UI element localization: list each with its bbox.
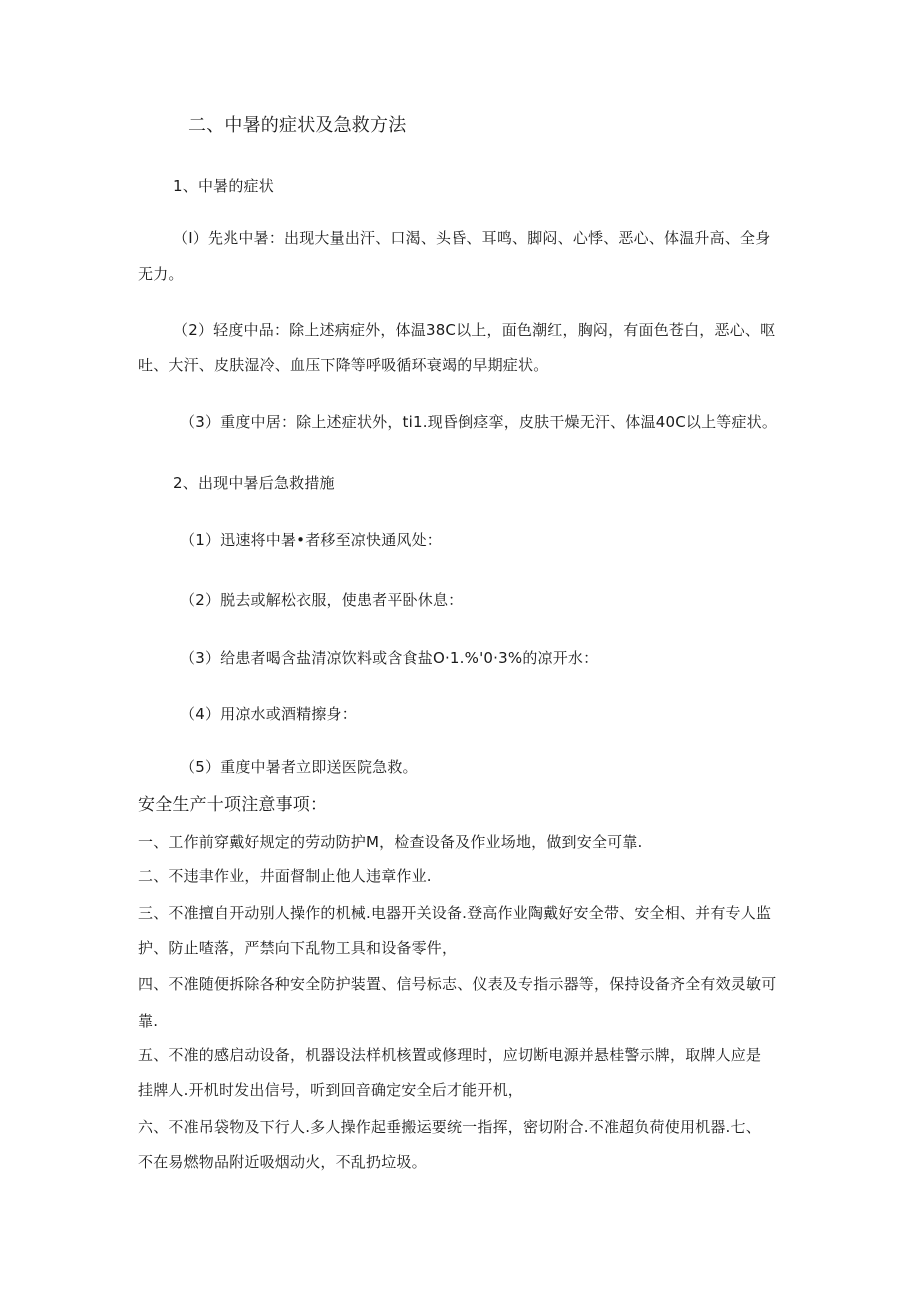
safety-item-6-line-1: 六、不准吊袋物及下行人.多人操作起垂搬运要统一指挥，密切附合.不准超负荷使用机器.七、 <box>138 1118 761 1136</box>
section-title: 二、中暑的症状及急救方法 <box>188 115 407 136</box>
safety-item-4-line-1: 四、不准随便拆除各种安全防护装置、信号标志、仪表及专指示器等，保持设备齐全有效灵敏可 <box>138 975 777 993</box>
first-aid-2: （2）脱去或解松衣服，使患者平卧休息： <box>180 591 464 609</box>
safety-item-6-line-2: 不在易燃物品附近吸烟动火，不乱扔垃圾。 <box>138 1153 427 1171</box>
symptom-2-line-2: 吐、大汗、皮肤湿冷、血压下降等呼吸循环衰竭的早期症状。 <box>138 356 549 374</box>
subsection-symptoms: 1、中暑的症状 <box>173 177 274 195</box>
safety-item-5-line-2: 挂牌人.开机时发出信号，听到回音确定安全后才能开机， <box>138 1081 523 1099</box>
first-aid-4: （4）用凉水或酒精擦身： <box>180 705 357 723</box>
safety-item-2: 二、不违聿作业，井面督制止他人违章作业. <box>138 867 432 885</box>
safety-item-5-line-1: 五、不准的感启动设备，机器设法样机核置或修理时，应切断电源并悬桂警示牌，取牌人应是 <box>138 1046 762 1064</box>
safety-item-3-line-1: 三、不准擅自开动别人操作的机械.电器开关设备.登高作业陶戴好安全带、安全相、并有专人监 <box>138 904 772 922</box>
symptom-2-line-1: （2）轻度中品：除上述病症外，体温38C以上，面色潮红，胸闷，有面色苍白，恶心、呕 <box>173 321 776 339</box>
first-aid-1: （1）迅速将中暑•者移至凉快通风处： <box>180 531 442 549</box>
symptom-1-line-2: 无力。 <box>138 265 184 283</box>
symptom-3: （3）重度中居：除上述症状外，ti1.现昏倒痉挛，皮肤干燥无汗、体温40C以上等症状。 <box>180 413 778 431</box>
subsection-first-aid: 2、出现中暑后急救措施 <box>173 474 335 492</box>
safety-item-4-line-2: 靠. <box>138 1012 159 1030</box>
first-aid-3: （3）给患者喝含盐清凉饮料或含食盐O·1.%'0·3%的凉开水： <box>180 649 599 667</box>
safety-item-3-line-2: 护、防止喳落，严禁向下乱物工具和设备零件， <box>138 939 458 957</box>
safety-item-1: 一、工作前穿戴好规定的劳动防护M，检查设备及作业场地，做到安全可靠. <box>138 833 643 851</box>
first-aid-5: （5）重度中暑者立即送医院急救。 <box>180 758 418 776</box>
safety-heading: 安全生产十项注意事项： <box>138 795 328 815</box>
symptom-1-line-1: （I）先兆中暑：出现大量出汗、口渴、头昏、耳鸣、脚闷、心悸、恶心、体温升高、全身 <box>173 229 771 247</box>
